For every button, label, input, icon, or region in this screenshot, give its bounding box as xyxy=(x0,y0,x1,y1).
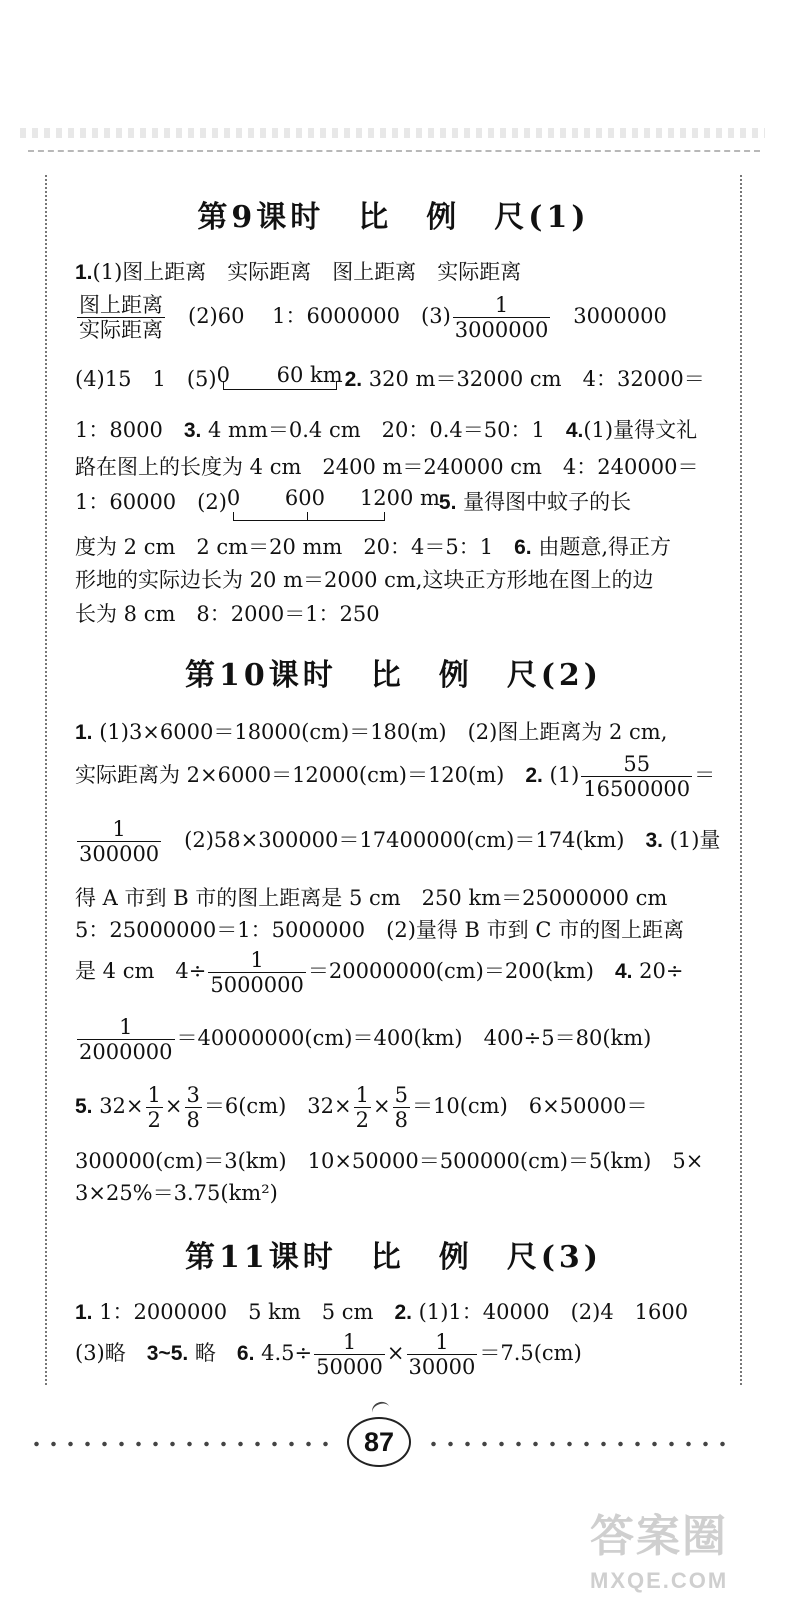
answer-text: (1)量 xyxy=(662,828,721,853)
answer-text: 实际距离为 2×6000＝12000(cm)＝120(m) xyxy=(75,763,526,788)
answer-text: 4.5÷ xyxy=(254,1341,313,1366)
question-number: 3. xyxy=(183,419,202,442)
question-number: 3~5. xyxy=(146,1342,189,1366)
scale-bar: 0 600 1200 m xyxy=(227,486,439,510)
answer-text: × xyxy=(373,1094,391,1119)
answer-text: 1：8000 xyxy=(75,418,184,442)
answer-text: (1)3×6000＝18000(cm)＝180(m) (2)图上距离为 2 cm, xyxy=(92,720,668,744)
fraction: $\frac{5}{8}$ xyxy=(394,1083,408,1133)
answer-line xyxy=(75,256,521,286)
answer-line xyxy=(75,414,697,444)
fraction: $\frac{1}{2000000}$ xyxy=(79,1015,173,1065)
question-number: 1. xyxy=(75,1301,93,1324)
answer-line: 5：25000000＝1：5000000 (2)量得 B 市到 C 市的图上距离 xyxy=(75,918,685,942)
footer-dots-left xyxy=(28,1438,338,1450)
fraction: $\frac{\text{图上距离}}{\text{实际距离}}$ xyxy=(79,293,163,343)
answer-text: 是 4 cm 4÷ xyxy=(75,959,207,984)
answer-line xyxy=(75,363,705,393)
answer-text: (2)60 1：6000000 (3) xyxy=(167,304,451,329)
answer-text: (1)量得文礼 xyxy=(583,418,698,442)
answer-text: 320 m＝32000 cm 4：32000＝ xyxy=(362,367,705,391)
answer-line: 路在图上的长度为 4 cm 2400 m＝240000 cm 4：240000＝ xyxy=(75,455,699,479)
scale-bar: 0 60 km xyxy=(217,363,345,387)
header-dashed-rule xyxy=(28,150,760,152)
answer-text: × xyxy=(164,1094,183,1119)
watermark-url: MXQE.COM xyxy=(590,1568,729,1593)
answer-line xyxy=(75,716,667,746)
question-number: 4. xyxy=(614,960,633,984)
answer-line: 形地的实际边长为 20 m＝2000 cm,这块正方形地在图上的边 xyxy=(75,568,654,592)
question-number: 3. xyxy=(645,829,663,853)
header-decoration xyxy=(20,128,765,138)
answer-line xyxy=(75,817,720,866)
section-title-10: 第10课时 比 例 尺(2) xyxy=(184,658,602,693)
question-number: 2. xyxy=(525,764,543,788)
answer-text: ＝20000000(cm)＝200(km) xyxy=(307,959,615,984)
answer-text: 32× xyxy=(92,1094,144,1119)
fraction: $\frac{1}{300000}$ xyxy=(79,817,160,867)
answer-text: (2)58×300000＝17400000(cm)＝174(km) xyxy=(163,828,646,853)
answer-text: ＝6(cm) 32× xyxy=(203,1094,352,1119)
question-number: 2. xyxy=(394,1301,412,1324)
answer-line xyxy=(75,1015,651,1064)
answer-text: (3)略 xyxy=(75,1341,147,1366)
fraction: $\frac{1}{2}$ xyxy=(147,1083,161,1133)
answer-text: 1：2000000 5 km 5 cm xyxy=(92,1300,395,1324)
answer-text: 1：60000 (2) xyxy=(75,490,227,514)
answer-text: 20÷ xyxy=(632,959,684,984)
answer-text: (1) xyxy=(542,763,580,788)
question-number: 5. xyxy=(438,491,457,514)
answer-text: 3000000 xyxy=(552,304,667,329)
answer-text: ＝7.5(cm) xyxy=(479,1341,582,1366)
answer-line xyxy=(75,1083,648,1132)
question-number: 6. xyxy=(514,536,532,559)
fraction: $\frac{1}{5000000}$ xyxy=(210,948,304,998)
answer-line xyxy=(75,531,671,561)
answer-line: 长为 8 cm 8：2000＝1：250 xyxy=(75,602,380,626)
answer-text: ＝40000000(cm)＝400(km) 400÷5＝80(km) xyxy=(176,1026,652,1051)
answer-text: ＝ xyxy=(694,763,716,788)
answer-text: (1)1：40000 (2)4 1600 xyxy=(411,1300,689,1324)
answer-line xyxy=(75,948,683,997)
section-title-11: 第11课时 比 例 尺(3) xyxy=(184,1240,602,1275)
answer-line xyxy=(75,486,631,516)
fraction: $\frac{1}{30000}$ xyxy=(408,1330,476,1380)
question-number: 5. xyxy=(75,1095,93,1119)
answer-text: (1)图上距离 实际距离 图上距离 实际距离 xyxy=(92,260,522,284)
answer-text: ＝10(cm) 6×50000＝ xyxy=(411,1094,648,1119)
left-border xyxy=(45,175,47,1385)
page-number: 87 xyxy=(347,1417,411,1467)
answer-line xyxy=(75,1330,582,1379)
fraction: $\frac{1}{2}$ xyxy=(355,1083,369,1133)
answer-text: 4 mm＝0.4 cm 20：0.4＝50：1 xyxy=(201,418,566,442)
answer-text: × xyxy=(386,1341,405,1366)
question-number: 6. xyxy=(236,1342,255,1366)
answer-text: 略 xyxy=(188,1341,237,1366)
fraction: $\frac{3}{8}$ xyxy=(186,1083,200,1133)
watermark-logo: 答案圈 xyxy=(590,1512,728,1561)
answer-line: 300000(cm)＝3(km) 10×50000＝500000(cm)＝5(km) 5× xyxy=(75,1149,704,1173)
question-number: 2. xyxy=(344,368,363,391)
fraction: $\frac{1}{3000000}$ xyxy=(454,293,549,343)
answer-text: 度为 2 cm 2 cm＝20 mm 20：4＝5：1 xyxy=(75,535,515,559)
fraction: $\frac{1}{50000}$ xyxy=(316,1330,383,1380)
footer-dots-right xyxy=(425,1438,735,1450)
fraction: $\frac{55}{16500000}$ xyxy=(583,752,691,802)
question-number: 1. xyxy=(75,261,93,284)
answer-line: 得 A 市到 B 市的图上距离是 5 cm 250 km＝25000000 cm xyxy=(75,886,668,910)
section-title-9: 第9课时 比 例 尺(1) xyxy=(197,200,590,235)
answer-text: 由题意,得正方 xyxy=(531,535,671,559)
question-number: 4. xyxy=(565,419,584,442)
answer-line: 3×25%＝3.75(km²) xyxy=(75,1181,278,1205)
right-border xyxy=(740,175,742,1385)
answer-text: (4)15 1 (5) xyxy=(75,367,217,391)
answer-line xyxy=(75,1296,688,1326)
answer-line xyxy=(75,293,667,342)
answer-text: 量得图中蚊子的长 xyxy=(456,490,632,514)
watermark xyxy=(590,1500,728,1594)
question-number: 1. xyxy=(75,721,93,744)
answer-line xyxy=(75,752,715,801)
